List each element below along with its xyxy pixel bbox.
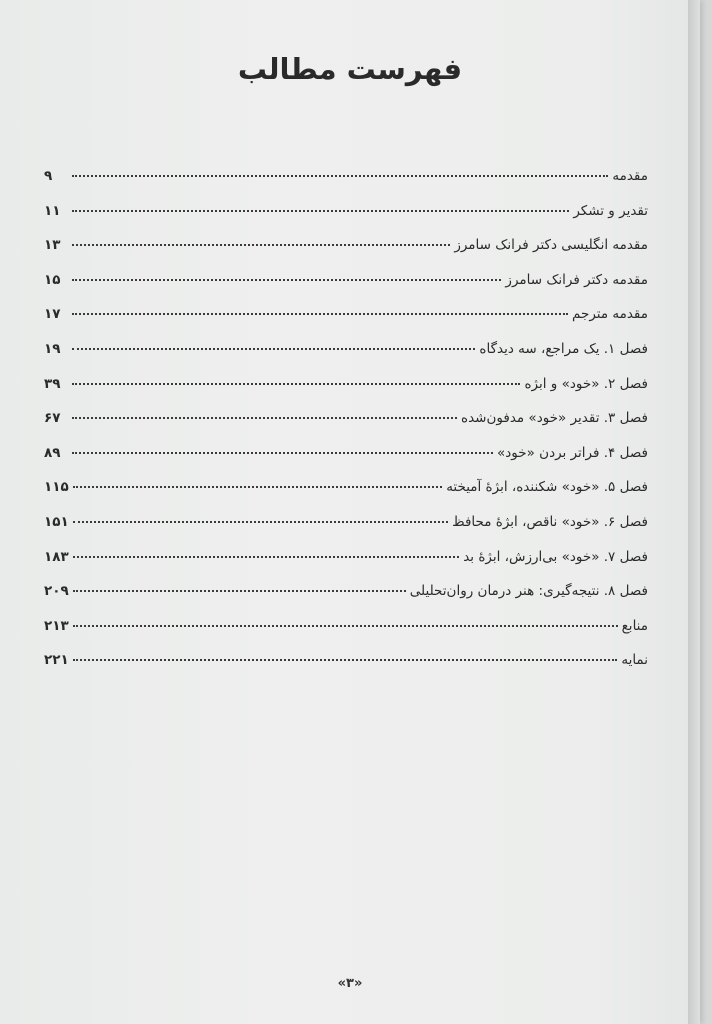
toc-entry-page: ۱۵۱	[44, 513, 69, 530]
toc-entry-page: ۱۸۳	[44, 548, 69, 565]
toc-entry	[44, 203, 648, 238]
toc-dot-leader	[73, 659, 618, 661]
toc-entry-page: ۸۹	[44, 444, 61, 461]
toc-entry-label: فصل ۵. «خود» شکننده، ابژهٔ آمیخته	[446, 479, 648, 496]
toc-dot-leader	[73, 521, 448, 523]
page-edge	[688, 0, 700, 1024]
page-number: «۳»	[337, 976, 363, 991]
toc-dot-leader	[72, 244, 450, 246]
toc-entry	[44, 479, 648, 514]
toc-entry-page: ۲۰۹	[44, 583, 69, 600]
toc-entry	[44, 445, 648, 480]
toc-dot-leader	[72, 417, 457, 419]
toc-entry-page: ۱۳	[44, 237, 61, 254]
toc-entry-label: فصل ۲. «خود» و ابژه	[524, 375, 648, 392]
toc-entry-label: مقدمه دکتر فرانک سامرز	[505, 271, 648, 288]
toc-entry-page: ۲۲۱	[44, 652, 69, 669]
toc-entry	[44, 306, 648, 341]
toc-entry	[44, 549, 648, 584]
toc-entry-label: مقدمه	[612, 168, 648, 184]
toc-entry-page: ۳۹	[44, 375, 61, 392]
toc-entry-page: ۱۱۵	[44, 479, 69, 496]
toc-dot-leader	[72, 210, 569, 212]
toc-dot-leader	[72, 383, 520, 385]
toc-entry	[44, 168, 648, 203]
toc-entry	[44, 583, 648, 618]
toc-entry-page: ۱۱	[44, 202, 61, 219]
toc-entry-page: ۱۹	[44, 340, 61, 357]
toc-entry	[44, 376, 648, 411]
toc-entry	[44, 514, 648, 549]
toc-entry	[44, 410, 648, 445]
toc-dot-leader	[73, 486, 442, 488]
toc-dot-leader	[73, 590, 406, 592]
toc-entry	[44, 652, 648, 687]
toc-entry	[44, 272, 648, 307]
toc-entry-label: فصل ۱. یک مراجع، سه دیدگاه	[479, 340, 648, 357]
toc-entry-label: نمایه	[621, 652, 648, 669]
toc-dot-leader	[72, 452, 493, 454]
toc-entry-label: تقدیر و تشکر	[573, 202, 648, 219]
toc-dot-leader	[72, 279, 501, 281]
toc-entry-page: ۹	[44, 168, 53, 184]
toc-entry-page: ۱۷	[44, 306, 61, 323]
toc-entry	[44, 618, 648, 653]
toc-entry-label: مقدمه انگلیسی دکتر فرانک سامرز	[454, 237, 648, 254]
toc-dot-leader	[72, 175, 608, 177]
toc-entry	[44, 341, 648, 376]
toc-dot-leader	[72, 348, 475, 350]
toc-entry-label: فصل ۶. «خود» ناقص، ابژهٔ محافظ	[452, 513, 648, 530]
toc-entry-label: فصل ۷. «خود» بی‌ارزش، ابژهٔ بد	[463, 548, 648, 565]
toc-entry-label: فصل ۸. نتیجه‌گیری: هنر درمان روان‌تحلیلی	[409, 583, 648, 600]
toc-entry-label: منابع	[621, 617, 648, 634]
toc-dot-leader	[73, 556, 459, 558]
toc-entry	[44, 237, 648, 272]
toc-dot-leader	[72, 313, 568, 315]
toc-dot-leader	[73, 625, 618, 627]
page-title: فهرست مطالب	[237, 52, 463, 86]
table-of-contents	[44, 168, 648, 687]
toc-entry-page: ۱۵	[44, 271, 61, 288]
toc-entry-page: ۶۷	[44, 410, 61, 427]
toc-entry-page: ۲۱۳	[44, 617, 69, 634]
toc-entry-label: فصل ۳. تقدیر «خود» مدفون‌شده	[461, 410, 648, 427]
toc-entry-label: فصل ۴. فراتر بردن «خود»	[497, 444, 648, 461]
toc-entry-label: مقدمه مترجم	[572, 306, 648, 323]
